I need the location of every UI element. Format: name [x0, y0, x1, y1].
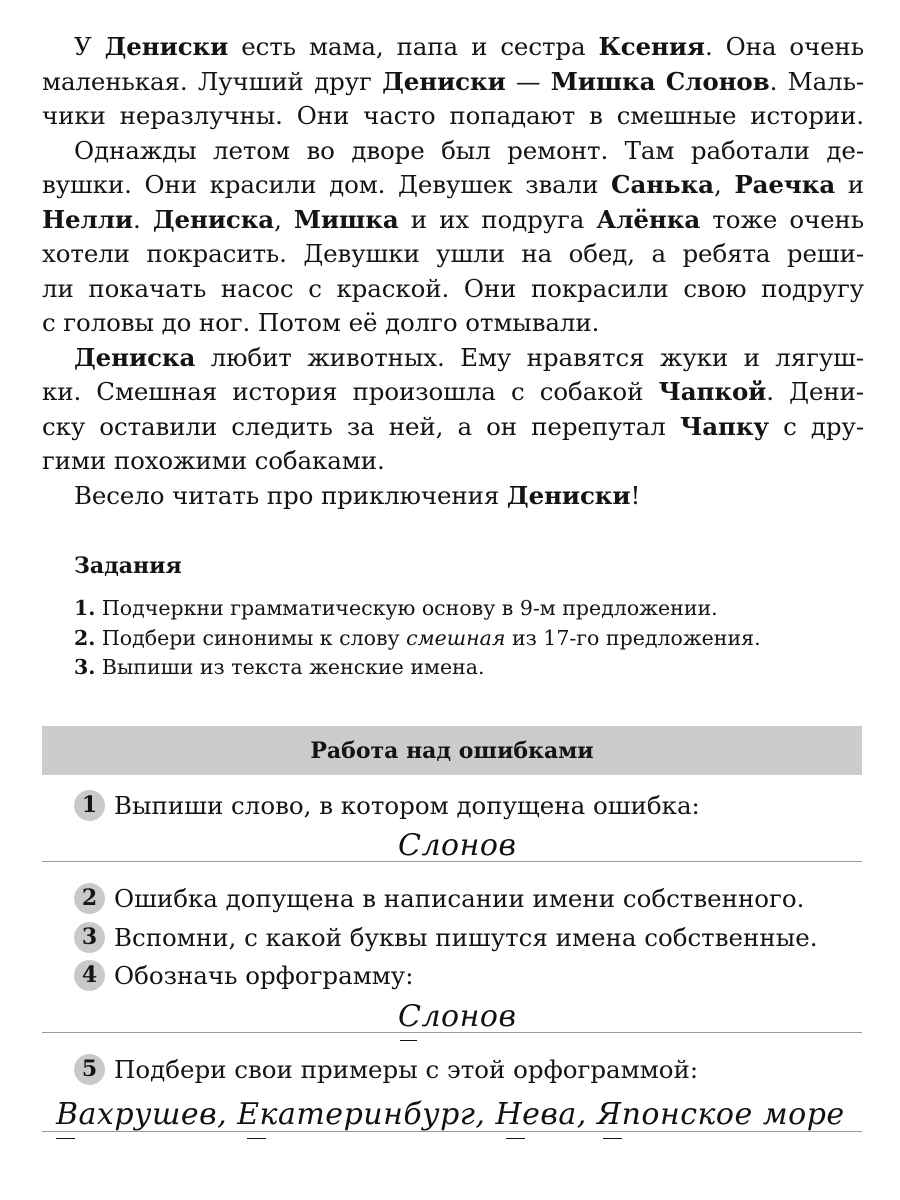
capital-letter-underline: [247, 1138, 266, 1139]
story-line: Дениска любит животных. Ему нравятся жуки и лягуш-: [74, 342, 864, 372]
step-3: 3 Вспомни, с какой буквы пишутся имена собственные.: [74, 920, 817, 954]
step-number-badge: 2: [74, 883, 105, 914]
tasks-heading: Задания: [74, 553, 182, 579]
story-line: ску оставили следить за ней, а он перепутал Чапку с дру-: [42, 411, 864, 441]
step-number-badge: 1: [74, 790, 105, 821]
capital-letter-underline: [506, 1138, 525, 1139]
story-line: Весело читать про приключения Дениски!: [74, 480, 641, 510]
answer-line-1: [42, 861, 862, 862]
story-line: чики неразлучны. Они часто попадают в смешные истории.: [42, 101, 864, 130]
story-text: [42, 30, 864, 513]
step-5: 5 Подбери свои примеры с этой орфограммой:: [74, 1052, 698, 1086]
tasks-list: [74, 594, 854, 683]
story-line: Нелли. Дениска, Мишка и их подруга Алёнка тоже очень: [42, 204, 864, 234]
story-line: ки. Смешная история произошла с собакой Чапкой. Дени-: [42, 377, 864, 406]
step-number-badge: 3: [74, 922, 105, 953]
task-item: 3. Выпиши из текста женские имена.: [74, 655, 485, 679]
answer-line-3: [42, 1131, 862, 1132]
step-2: 2 Ошибка допущена в написании имени собственного.: [74, 881, 804, 915]
story-line: Однажды летом во дворе был ремонт. Там работали де-: [74, 135, 864, 165]
capital-letter-underline: [603, 1138, 622, 1139]
story-line: гими похожими собаками.: [42, 446, 385, 475]
error-work-title: Работа над ошибками: [310, 737, 594, 764]
capital-letter-underline: [400, 1040, 417, 1041]
story-line: вушки. Они красили дом. Девушек звали Санька, Раечка и: [42, 170, 865, 199]
capital-letter-underline: [56, 1138, 75, 1139]
story-line: ли покачать насос с краской. Они покрасили свою подругу: [42, 273, 864, 303]
story-line: с головы до ног. Потом её долго отмывали.: [42, 308, 600, 337]
story-line: хотели покрасить. Девушки ушли на обед, а ребята реши-: [42, 239, 864, 268]
step-number-badge: 5: [74, 1054, 105, 1085]
step-number-badge: 4: [74, 960, 105, 991]
answer-line-2: [42, 1032, 862, 1033]
step-1: 1 Выпиши слово, в котором допущена ошибка:: [74, 788, 700, 822]
story-line: маленькая. Лучший друг Дениски — Мишка Слонов. Маль-: [42, 66, 864, 96]
example-words: Вахрушев, Екатеринбург, Нева, Японское море: [56, 1097, 845, 1132]
error-work-banner: [42, 726, 862, 775]
step-4: 4 Обозначь орфограмму:: [74, 958, 413, 992]
answer-word: Слонов: [398, 828, 517, 863]
task-item: 2. Подбери синонимы к слову смешная из 17-го предложения.: [74, 625, 761, 650]
task-item: 1. Подчеркни грамматическую основу в 9-м предложении.: [74, 596, 718, 620]
marked-answer-word: Слонов: [398, 999, 517, 1034]
story-line: У Дениски есть мама, папа и сестра Ксения. Она очень: [74, 32, 865, 61]
